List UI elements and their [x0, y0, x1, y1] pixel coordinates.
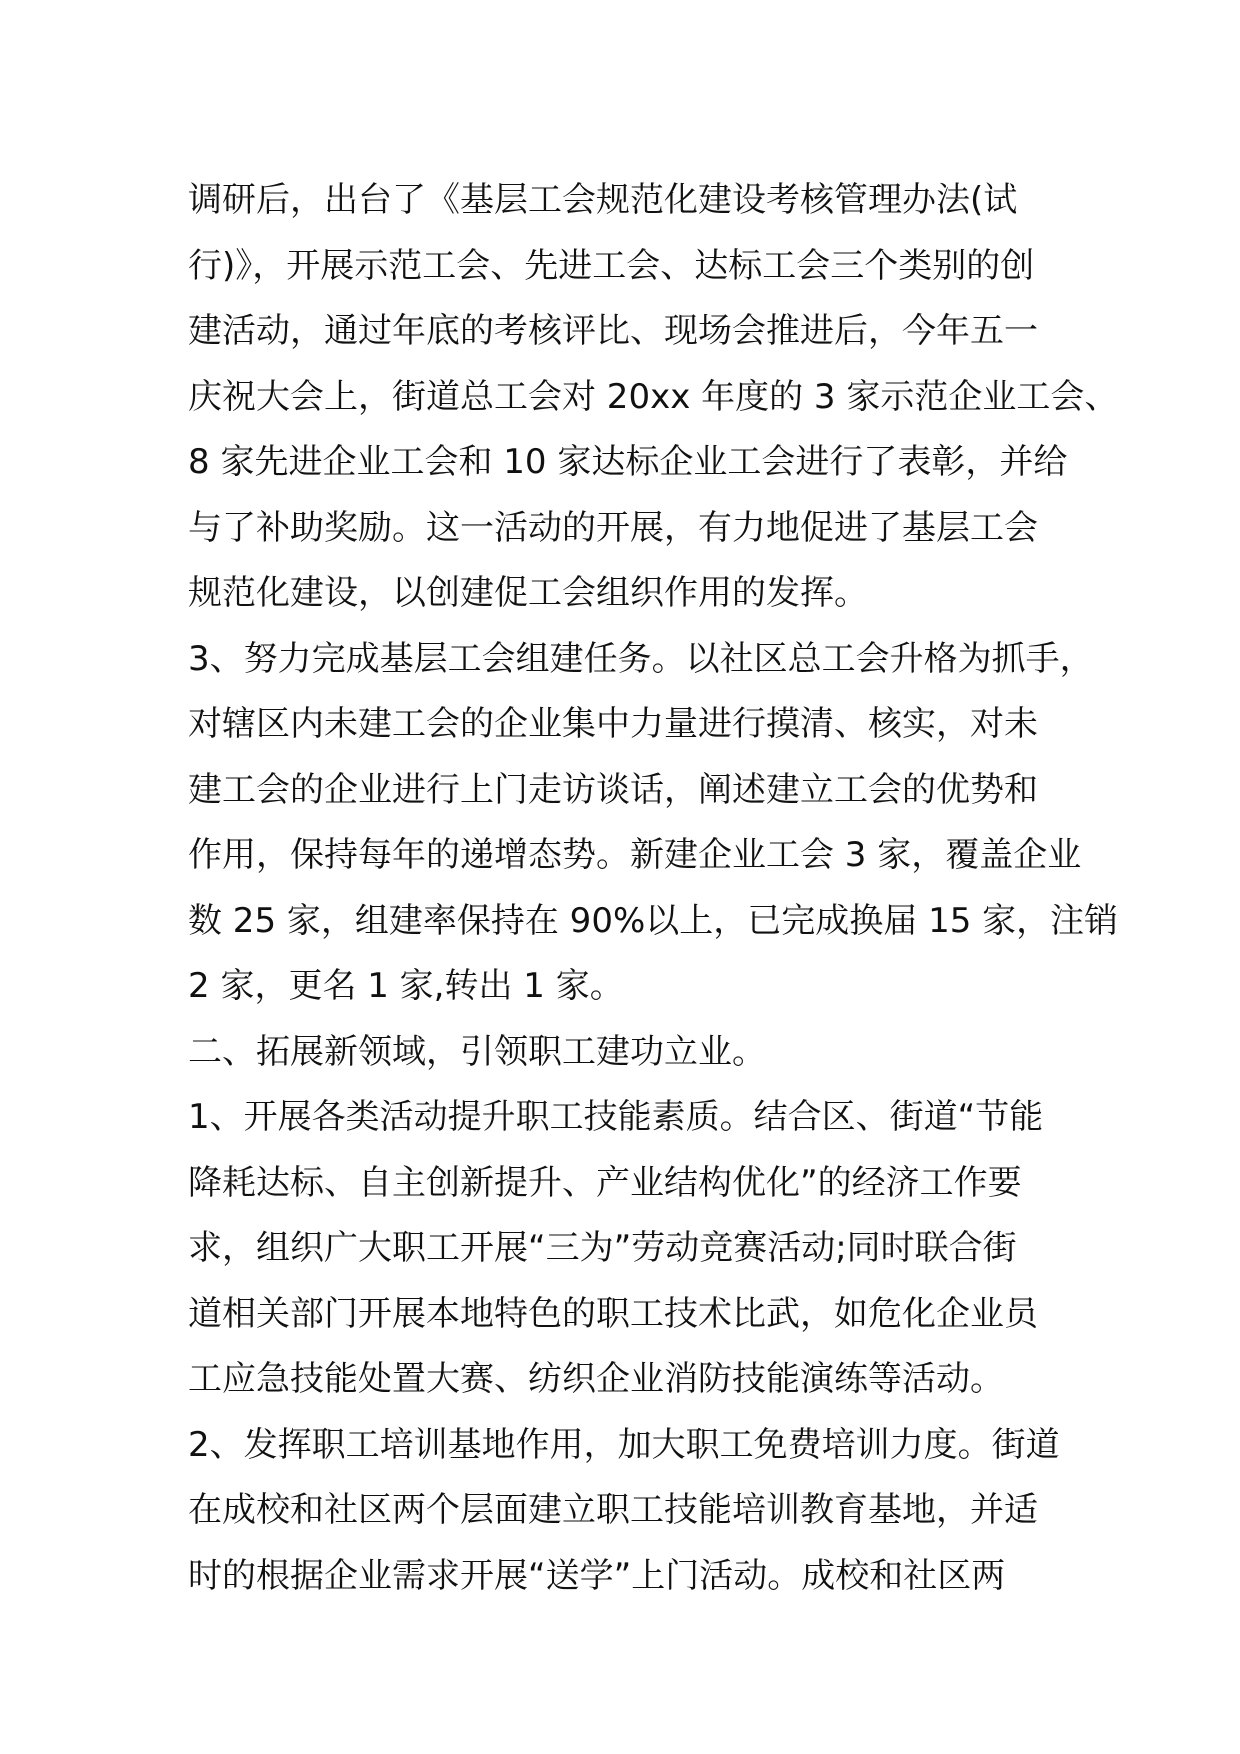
text-line: 道相关部门开展本地特色的职工技术比武，如危化企业员: [188, 1293, 1038, 1334]
text-line: 工应急技能处置大赛、纺织企业消防技能演练等活动。: [188, 1359, 1004, 1399]
text-line: 2 家，更名 1 家,转出 1 家。: [188, 966, 624, 1006]
text-line: 8 家先进企业工会和 10 家达标企业工会进行了表彰，并给: [188, 442, 1068, 482]
text-line: 时的根据企业需求开展“送学”上门活动。成校和社区两: [188, 1555, 1006, 1596]
document-body: [188, 168, 1119, 1609]
text-line: 降耗达标、自主创新提升、产业结构优化”的经济工作要: [188, 1162, 1022, 1203]
text-line: 作用，保持每年的递增态势。新建企业工会 3 家，覆盖企业: [188, 835, 1082, 875]
text-line: 2、发挥职工培训基地作用，加大职工免费培训力度。街道: [188, 1424, 1060, 1465]
text-line: 数 25 家，组建率保持在 90%以上，已完成换届 15 家，注销: [188, 900, 1119, 941]
text-line: 1、开展各类活动提升职工技能素质。结合区、街道“节能: [188, 1097, 1044, 1137]
text-line: 庆祝大会上，街道总工会对 20xx 年度的 3 家示范企业工会、: [188, 376, 1119, 417]
text-line: 调研后，出台了《基层工会规范化建设考核管理办法(试: [188, 180, 1018, 220]
text-line: 与了补助奖励。这一活动的开展，有力地促进了基层工会: [188, 507, 1038, 548]
section-heading: 二、拓展新领域，引领职工建功立业。: [188, 1031, 766, 1072]
text-line: 建活动，通过年底的考核评比、现场会推进后，今年五一: [188, 311, 1038, 351]
text-line: 行)》，开展示范工会、先进工会、达标工会三个类别的创: [188, 245, 1035, 286]
text-line: 求，组织广大职工开展“三为”劳动竞赛活动;同时联合街: [188, 1228, 1017, 1268]
text-line: 对辖区内未建工会的企业集中力量进行摸清、核实，对未: [188, 704, 1038, 744]
text-line: 建工会的企业进行上门走访谈话，阐述建立工会的优势和: [188, 769, 1038, 810]
text-line: 3、努力完成基层工会组建任务。以社区总工会升格为抓手，: [188, 638, 1094, 679]
text-line: 规范化建设，以创建促工会组织作用的发挥。: [188, 573, 868, 613]
text-line: 在成校和社区两个层面建立职工技能培训教育基地，并适: [188, 1490, 1038, 1530]
